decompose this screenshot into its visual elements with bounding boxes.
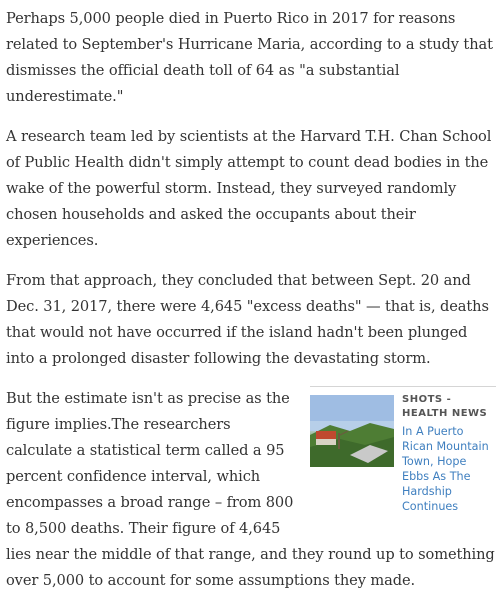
paragraph-4-wrapper — [6, 386, 496, 594]
related-story-thumbnail[interactable] — [310, 395, 394, 467]
paragraph-2: A research team led by scientists at the Harvard T.H. Chan School of Public Health didn't simply attempt to count dead bodies in the wake of the powerful storm. Instead, they surveyed randomly chosen households and asked the occupants about their experiences. — [6, 128, 492, 249]
related-story-link[interactable]: In A Puerto Rican Mountain Town, Hope Ebbs As The Hardship Continues — [402, 425, 489, 513]
section-label-line-2[interactable]: HEALTH NEWS — [402, 408, 488, 419]
related-story-card[interactable] — [310, 386, 496, 514]
paragraph-1: Perhaps 5,000 people died in Puerto Rico in 2017 for reasons related to September's Hurricane Maria, according to a study that dismisses the official death toll of 64 as "a substantial underestimate." — [6, 10, 493, 105]
related-story-text — [402, 393, 496, 514]
section-label-line-1[interactable]: SHOTS - — [402, 394, 452, 405]
article-body — [6, 6, 496, 608]
related-story-section-label[interactable] — [402, 393, 496, 421]
paragraph-3: From that approach, they concluded that between Sept. 20 and Dec. 31, 2017, there were 4,645 "excess deaths" — that is, deaths that would not have occurred if the island hadn't been plunged into a prolonged disaster following the devastating storm. — [6, 272, 489, 367]
paragraph-4: But the estimate isn't as precise as the figure implies.The researchers calculate a statistical term called a 95 percent confidence interval, which encompasses a broad range – from 800 to 8,500 deaths. Their figure of 4,645 lies near the middle of that range, and they round up to something over 5,000 to account for some assumptions they made. — [6, 390, 495, 589]
